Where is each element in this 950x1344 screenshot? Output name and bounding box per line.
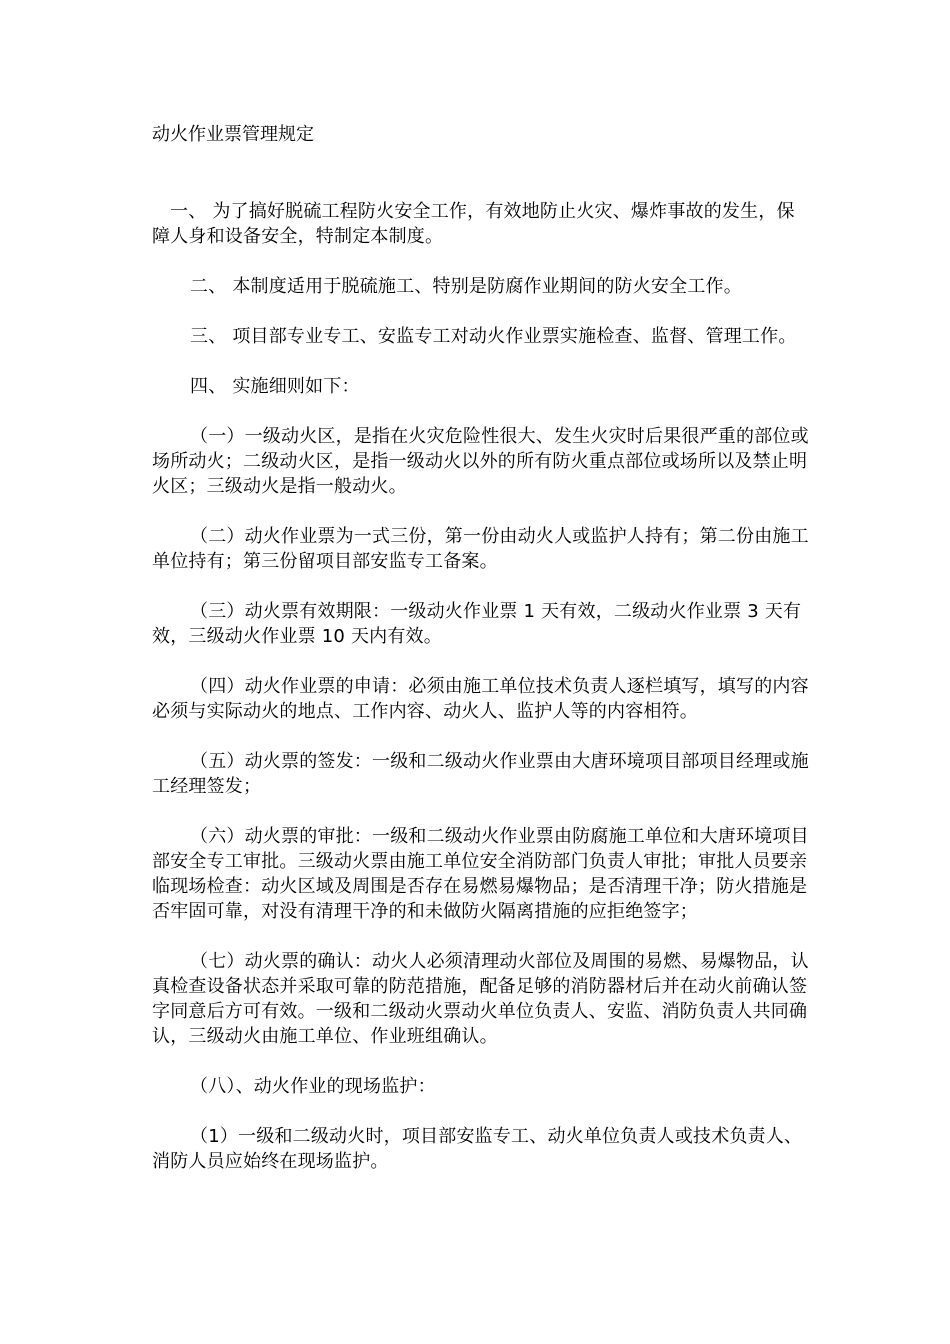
paragraph-12: （八）、动火作业的现场监护： [190,1076,436,1097]
paragraph-2: 二、 本制度适用于脱硫施工、特别是防腐作业期间的防火安全工作。 [190,276,742,297]
paragraph-9: （五）动火票的签发：一级和二级动火作业票由大唐环境项目部项目经理或施工经理签发； [152,751,809,797]
paragraph-8: （四）动火作业票的申请：必须由施工单位技术负责人逐栏填写，填写的内容必须与实际动火的地点、工作内容、动火人、监护人等的内容相符。 [152,676,809,722]
paragraph-1: 一、 为了搞好脱硫工程防火安全工作，有效地防止火灾、爆炸事故的发生，保障人身和设备安全，特制定本制度。 [152,201,795,247]
paragraph-11: （七）动火票的确认：动火人必须清理动火部位及周围的易燃、易爆物品，认真检查设备状态并采取可靠的防范措施，配备足够的消防器材后并在动火前确认签字同意后方可有效。一级和二级动火票动火单位负责人、安监、消防负责人共同确认，三级动火由施工单位、作业班组确认。 [152,951,809,1047]
document-title: 动火作业票管理规定 [152,124,314,145]
paragraph-13: （1）一级和二级动火时，项目部安监专工、动火单位负责人或技术负责人、消防人员应始终在现场监护。 [152,1126,803,1172]
paragraph-3: 三、 项目部专业专工、安监专工对动火作业票实施检查、监督、管理工作。 [190,326,797,347]
paragraph-5: （一）一级动火区，是指在火灾危险性很大、发生火灾时后果很严重的部位或场所动火；二级动火区，是指一级动火以外的所有防火重点部位或场所以及禁止明火区；三级动火是指一般动火。 [152,426,809,497]
paragraph-4: 四、 实施细则如下： [190,376,360,397]
paragraph-7: （三）动火票有效期限：一级动火作业票 1 天有效，二级动火作业票 3 天有效，三级动火作业票 10 天内有效。 [152,601,802,647]
paragraph-6: （二）动火作业票为一式三份，第一份由动火人或监护人持有；第二份由施工单位持有；第三份留项目部安监专工备案。 [152,526,809,572]
paragraph-10: （六）动火票的审批：一级和二级动火作业票由防腐施工单位和大唐环境项目部安全专工审批。三级动火票由施工单位安全消防部门负责人审批；审批人员要亲临现场检查：动火区域及周围是否存在易燃易爆物品；是否清理干净；防火措施是否牢固可靠，对没有清理干净的和未做防火隔离措施的应拒绝签字； [152,826,809,922]
document-page [152,122,812,1199]
